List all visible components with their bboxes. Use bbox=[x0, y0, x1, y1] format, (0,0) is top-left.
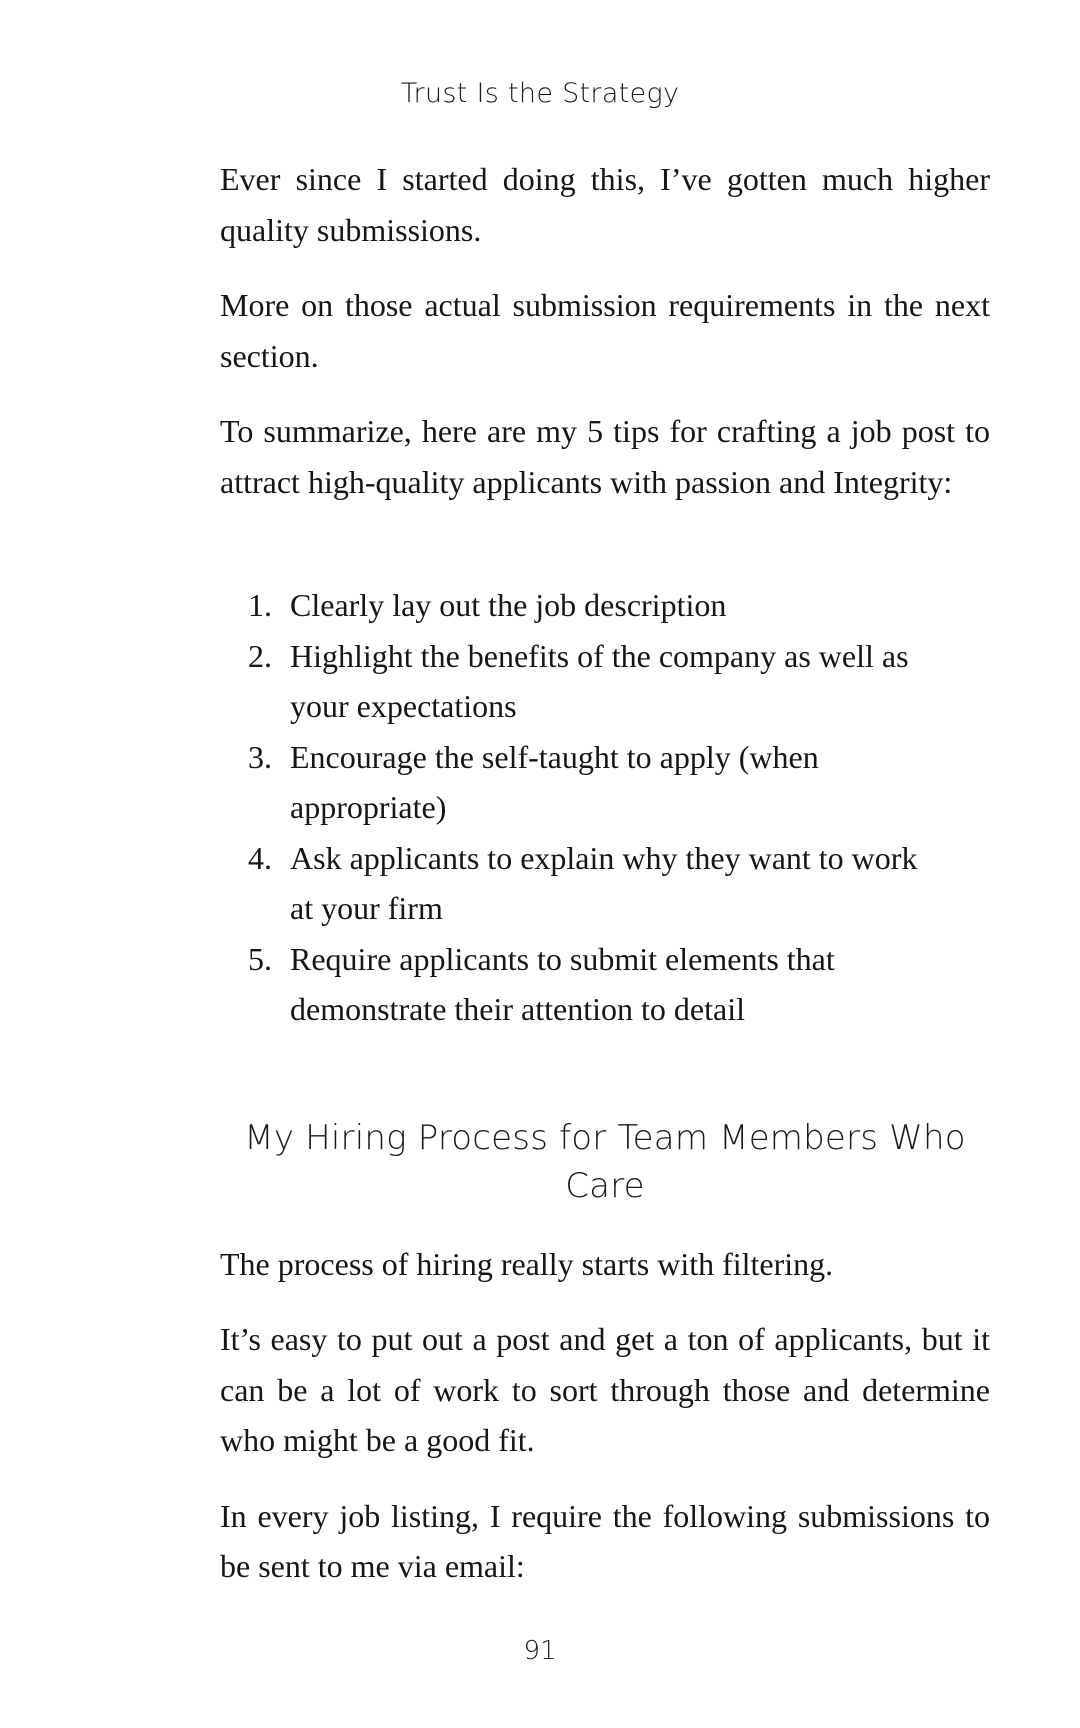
list-item bbox=[220, 833, 920, 934]
body-paragraph: In every job listing, I require the following submissions to be sent to me via email: bbox=[220, 1497, 990, 1584]
page-number: 91 bbox=[523, 1636, 557, 1666]
list-item-number: 1. bbox=[248, 587, 272, 623]
body-paragraph: To summarize, here are my 5 tips for crafting a job post to attract high-quality applicants with passion and Integrity: bbox=[220, 413, 990, 500]
list-item bbox=[220, 934, 920, 1035]
list-item-text: Require applicants to submit elements that demonstrate their attention to detail bbox=[290, 940, 835, 1027]
tips-list bbox=[220, 580, 920, 1035]
list-item-number: 3. bbox=[248, 738, 272, 775]
list-item-number: 2. bbox=[248, 637, 272, 674]
body-paragraph: More on those actual submission requirements in the next section. bbox=[220, 287, 990, 374]
section-heading: My Hiring Process for Team Members Who Care bbox=[244, 1117, 966, 1206]
body-paragraph: The process of hiring really starts with filtering. bbox=[220, 1245, 834, 1282]
body-paragraph: Ever since I started doing this, I’ve gotten much higher quality submissions. bbox=[220, 161, 990, 248]
list-item bbox=[220, 732, 920, 833]
body-paragraph: It’s easy to put out a post and get a ton of applicants, but it can be a lot of work to sort through those and determine who might be a good fit. bbox=[220, 1321, 990, 1458]
list-item-number: 5. bbox=[248, 940, 272, 977]
list-item-text: Clearly lay out the job description bbox=[290, 587, 727, 623]
list-item-text: Encourage the self-taught to apply (when appropriate) bbox=[290, 738, 819, 825]
list-item-number: 4. bbox=[248, 839, 272, 876]
page-body bbox=[220, 154, 990, 1617]
list-item-text: Highlight the benefits of the company as well as your expectations bbox=[290, 637, 909, 724]
list-item bbox=[220, 631, 920, 732]
list-item-text: Ask applicants to explain why they want to work at your firm bbox=[290, 839, 918, 926]
list-item bbox=[220, 580, 920, 631]
running-head: Trust Is the Strategy bbox=[400, 78, 680, 109]
